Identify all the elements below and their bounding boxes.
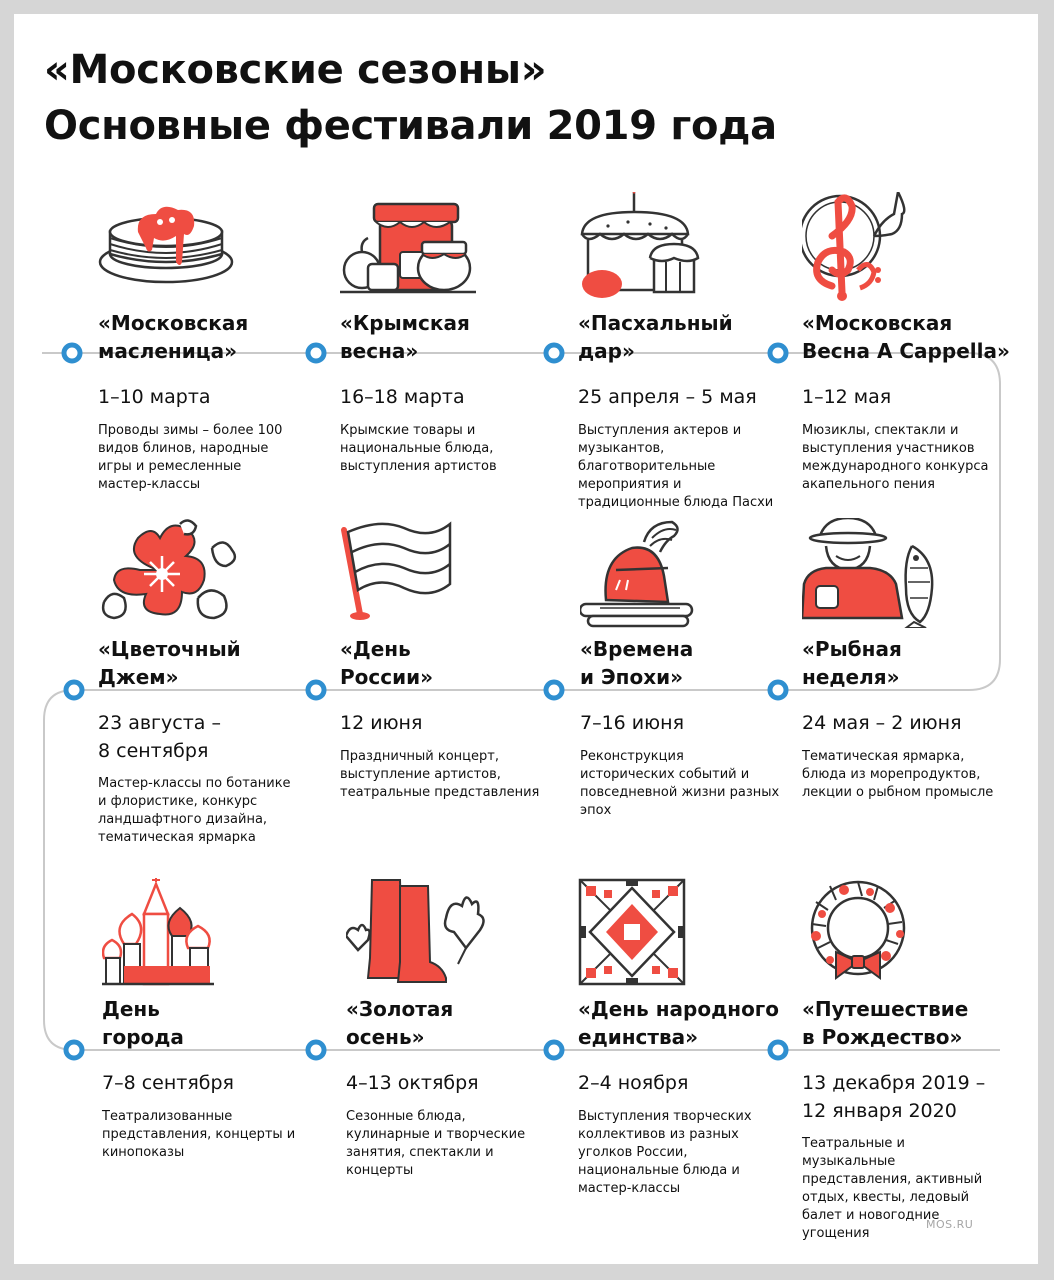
festival-description: Мюзиклы, спектакли и выступления участников международного конкурса акапельного пения: [802, 423, 989, 492]
festival-name: «Крымская весна»: [340, 311, 470, 363]
festival-name: «Московская Весна A Cappella»: [802, 311, 1010, 363]
festival-name: «День России»: [340, 637, 434, 689]
cathedral-icon: [102, 878, 272, 988]
timeline-dot: [64, 345, 80, 361]
festival-dates: 2–4 ноября: [578, 1072, 689, 1094]
russian-flag-icon: [340, 518, 510, 628]
easter-cake-icon: [578, 192, 748, 302]
festival-name: «Золотая осень»: [346, 997, 454, 1049]
title-line-2: Основные фестивали 2019 года: [44, 103, 777, 149]
christmas-wreath-icon: [802, 878, 972, 988]
festival-dates: 13 декабря 2019 – 12 января 2020: [802, 1072, 986, 1122]
source-logo: MOS.RU: [926, 1218, 974, 1231]
festival-description: Праздничный концерт, выступление артистов, театральные представления: [340, 749, 540, 800]
festival-name: «Московская масленица»: [98, 311, 249, 363]
boots-leaves-icon: [346, 878, 516, 988]
festival-name: «Времена и Эпохи»: [580, 637, 694, 689]
festival-description: Театрализованные представления, концерты и кинопоказы: [102, 1109, 296, 1160]
jam-jars-icon: [340, 192, 510, 302]
festival-dates: 23 августа – 8 сентября: [98, 712, 221, 762]
title-line-1: «Московские сезоны»: [44, 47, 547, 93]
festival-dates: 7–8 сентября: [102, 1072, 234, 1094]
treble-clef-icon: [802, 192, 972, 302]
festival-description: Сезонные блюда, кулинарные и творческие занятия, спектакли и концерты: [346, 1109, 526, 1178]
festival-name: «Рыбная неделя»: [802, 637, 902, 689]
festival-name: «Пасхальный дар»: [578, 311, 733, 363]
festival-description: Крымские товары и национальные блюда, выступления артистов: [340, 423, 497, 474]
timeline-dot: [66, 1042, 82, 1058]
timeline-dot: [66, 682, 82, 698]
poster: [14, 14, 1038, 1264]
festival-dates: 1–12 мая: [802, 386, 892, 408]
festival-dates: 24 мая – 2 июня: [802, 712, 962, 734]
festival-description: Проводы зимы – более 100 видов блинов, народные игры и ремесленные мастер-классы: [98, 423, 283, 492]
festival-name: День города: [102, 997, 184, 1049]
festival-description: Реконструкция исторических событий и повседневной жизни разных эпох: [580, 749, 780, 818]
fisherman-icon: [802, 518, 972, 628]
folk-ornament-icon: [578, 878, 748, 988]
festival-description: Театральные и музыкальные представления, активный отдых, квесты, ледовый балет и новогодние угощения: [802, 1136, 983, 1241]
festival-dates: 1–10 марта: [98, 386, 211, 408]
festival-dates: 16–18 марта: [340, 386, 465, 408]
festival-dates: 25 апреля – 5 мая: [578, 386, 757, 408]
festival-description: Выступления актеров и музыкантов, благотворительные мероприятия и традиционные блюда Пасхи: [578, 423, 774, 510]
festival-description: Мастер-классы по ботанике и флористике, конкурс ландшафтного дизайна, тематическая ярмарка: [98, 776, 291, 845]
festival-dates: 4–13 октября: [346, 1072, 479, 1094]
festival-dates: 12 июня: [340, 712, 423, 734]
festival-dates: 7–16 июня: [580, 712, 684, 734]
festival-name: «Цветочный Джем»: [98, 637, 241, 689]
flower-icon: [98, 518, 268, 628]
festival-name: «День народного единства»: [578, 997, 779, 1049]
pancakes-icon: [98, 192, 268, 302]
festival-description: Выступления творческих коллективов из разных уголков России, национальные блюда и мастер-классы: [578, 1109, 752, 1196]
knight-helmet-icon: [580, 518, 750, 628]
festival-description: Тематическая ярмарка, блюда из морепродуктов, лекции о рыбном промысле: [802, 749, 994, 800]
festival-name: «Путешествие в Рождество»: [802, 997, 969, 1049]
